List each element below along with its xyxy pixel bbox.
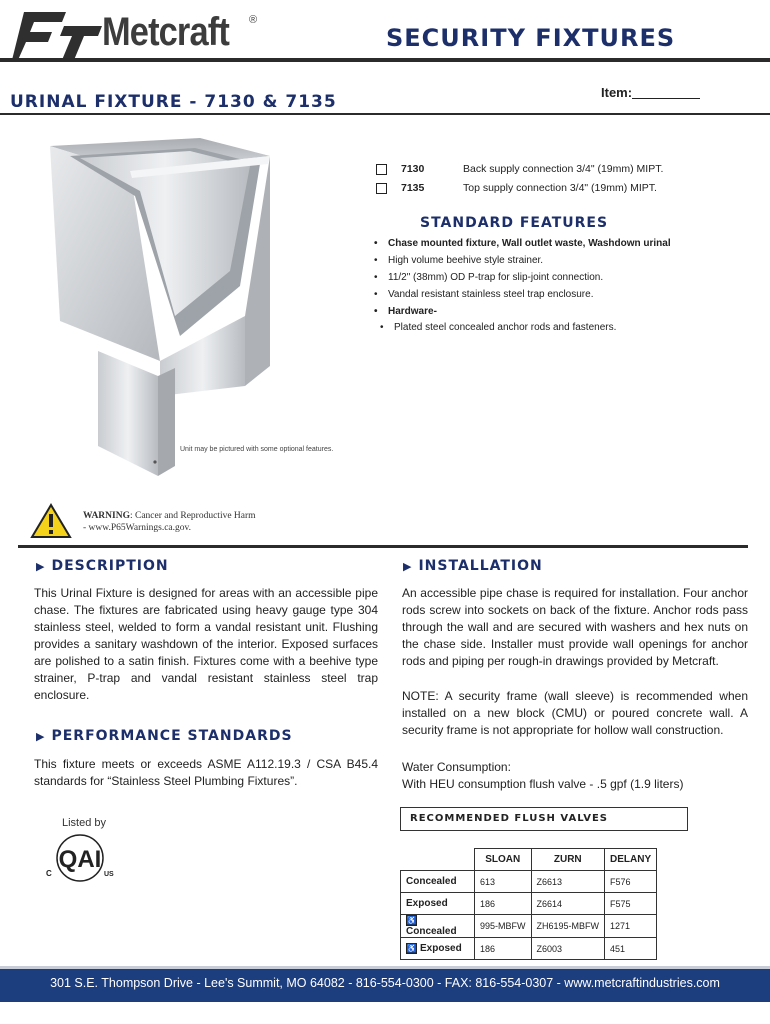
urinal-fixture-photo	[40, 136, 340, 476]
standard-features-heading: STANDARD FEATURES	[420, 215, 609, 231]
feature-item: • High volume beehive style strainer.	[374, 255, 544, 266]
row-label: Exposed	[401, 893, 475, 915]
table-cell: Z6613	[531, 871, 605, 893]
table-cell: Z6614	[531, 893, 605, 915]
table-cell: 995-MBFW	[475, 915, 532, 938]
document-category: SECURITY FIXTURES	[386, 24, 676, 52]
table-corner	[401, 849, 475, 871]
table-cell: F575	[605, 893, 657, 915]
svg-text:US: US	[104, 871, 114, 878]
flush-valves-heading: RECOMMENDED FLUSH VALVES	[410, 813, 608, 824]
footer-contact: 301 S.E. Thompson Drive - Lee's Summit, MO 64082 - 816-554-0300 - FAX: 816-554-0307 - www.metcraftindustries.com	[50, 976, 720, 990]
product-title: URINAL FIXTURE - 7130 & 7135	[10, 92, 337, 112]
model-checkbox[interactable]	[376, 183, 387, 194]
brand-name: Metcraft	[102, 10, 229, 54]
feature-subitem: • Plated steel concealed anchor rods and fasteners.	[380, 322, 617, 333]
model-option-7135[interactable]	[376, 182, 657, 194]
flush-valve-table	[400, 848, 657, 960]
warning-triangle-icon	[30, 503, 72, 539]
table-header-row	[401, 849, 657, 871]
table-row	[401, 871, 657, 893]
model-description: Top supply connection 3/4" (19mm) MIPT.	[463, 182, 657, 194]
description-text: This Urinal Fixture is designed for areas with an accessible pipe chase. The fixtures are fabricated using heavy gauge type 304 stainless steel, welded to form a vandal resistant unit. Flushing provides a sanitary washdown of the interior. Exposed surfaces are polished to a satin finish. Fixtures come with a beehive type strainer, P-trap and vandal resistant stainless steel trap enclosure.	[34, 586, 378, 702]
feature-item: • Hardware-	[374, 306, 437, 317]
row-label-ada: ♿Concealed	[401, 915, 475, 938]
description-heading: ▶ DESCRIPTION	[36, 558, 169, 574]
table-cell: ZH6195-MBFW	[531, 915, 605, 938]
performance-heading: ▶ PERFORMANCE STANDARDS	[36, 728, 293, 744]
installation-text: An accessible pipe chase is required for installation. Four anchor rods screw into sockets on back of the fixture. Anchor rods pass through the wall and are secured with washers and hex nuts on the chase side. Installer must provide wall openings for anchor rods and piping per rough-in drawings provided by Metcraft.	[402, 586, 748, 668]
warning-label: WARNING	[83, 511, 130, 521]
header-rule	[0, 113, 770, 115]
model-option-7130[interactable]	[376, 163, 663, 175]
arrow-right-icon: ▶	[403, 559, 413, 573]
model-checkbox[interactable]	[376, 164, 387, 175]
performance-text: This fixture meets or exceeds ASME A112.19.3 / CSA B45.4 standards for “Stainless Steel Plumbing Fixtures”.	[34, 757, 378, 788]
registered-mark: ®	[249, 14, 258, 26]
svg-text:C: C	[46, 869, 52, 878]
arrow-right-icon: ▶	[36, 729, 46, 743]
table-cell: 613	[475, 871, 532, 893]
row-label-ada: ♿ Exposed	[401, 938, 475, 960]
table-row	[401, 893, 657, 915]
table-cell: 1271	[605, 915, 657, 938]
water-consumption-value: With HEU consumption flush valve - .5 gpf (1.9 liters)	[402, 777, 684, 791]
installation-heading: ▶ INSTALLATION	[403, 558, 543, 574]
item-blank-line	[632, 98, 700, 99]
column-header: SLOAN	[475, 849, 532, 871]
water-consumption-label: Water Consumption:	[402, 760, 511, 774]
feature-item: • Chase mounted fixture, Wall outlet waste, Washdown urinal	[374, 238, 671, 249]
model-number: 7135	[401, 182, 425, 194]
prop65-warning: WARNING: Cancer and Reproductive Harm - www.P65Warnings.ca.gov.	[83, 511, 256, 533]
table-cell: 186	[475, 893, 532, 915]
installation-note: NOTE: A security frame (wall sleeve) is recommended when installed on a new block (CMU) or poured concrete wall. A security frame is not appropriate for hollow wall construction.	[402, 689, 748, 737]
photo-caption: Unit may be pictured with some optional features.	[180, 446, 334, 453]
model-description: Back supply connection 3/4" (19mm) MIPT.	[463, 163, 664, 175]
arrow-right-icon: ▶	[36, 559, 46, 573]
row-label: Concealed	[401, 871, 475, 893]
wheelchair-icon: ♿	[406, 916, 417, 925]
model-number: 7130	[401, 163, 425, 175]
svg-text:QAI: QAI	[58, 846, 102, 873]
table-cell: Z6003	[531, 938, 605, 960]
table-row	[401, 915, 657, 938]
listed-by-label: Listed by	[62, 817, 107, 829]
table-cell: 186	[475, 938, 532, 960]
column-header: DELANY	[605, 849, 657, 871]
table-row	[401, 938, 657, 960]
table-cell: 451	[605, 938, 657, 960]
qai-certification-mark	[40, 832, 120, 886]
table-cell: F576	[605, 871, 657, 893]
section-rule	[18, 545, 748, 548]
header-rule	[0, 58, 770, 62]
feature-item: • 11/2" (38mm) OD P-trap for slip-joint connection.	[374, 272, 604, 283]
wheelchair-icon: ♿	[406, 944, 417, 954]
feature-item: • Vandal resistant stainless steel trap enclosure.	[374, 289, 594, 300]
item-label: Item:	[601, 85, 633, 100]
column-header: ZURN	[531, 849, 605, 871]
